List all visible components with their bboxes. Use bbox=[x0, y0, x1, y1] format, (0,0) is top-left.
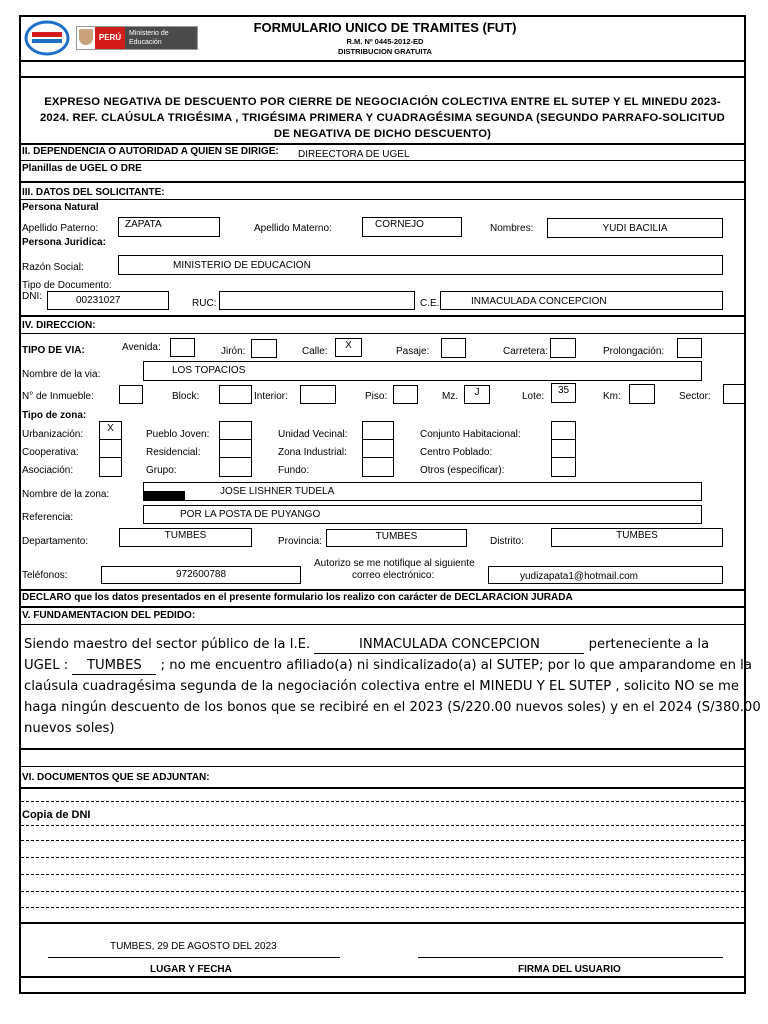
divider bbox=[19, 199, 746, 200]
distribution-label: DISTRIBUCION GRATUITA bbox=[338, 47, 432, 56]
pueblo-joven-label: Pueblo Joven: bbox=[146, 429, 210, 440]
ministry-label: Ministerio de Educación bbox=[125, 27, 197, 49]
inmueble-field[interactable] bbox=[119, 385, 143, 404]
dashed-line bbox=[21, 840, 744, 841]
piso-field[interactable] bbox=[393, 385, 418, 404]
unidad-vecinal-label: Unidad Vecinal: bbox=[278, 429, 348, 440]
referencia-field[interactable] bbox=[143, 505, 702, 524]
section-6-title: VI. DOCUMENTOS QUE SE ADJUNTAN: bbox=[22, 772, 210, 783]
pasaje-label: Pasaje: bbox=[396, 346, 430, 357]
dni-field[interactable] bbox=[47, 291, 169, 310]
centro-poblado-label: Centro Poblado: bbox=[420, 447, 493, 458]
urbanizacion-mark: X bbox=[107, 423, 114, 434]
peru-ministry-logo bbox=[76, 26, 198, 50]
fundamentacion-line-3: claúsula cuadragésima segunda de la negociación colectiva entre el MINEDU Y EL SUTEP , solicito NO se me bbox=[24, 679, 740, 694]
divider bbox=[19, 333, 746, 334]
divider bbox=[19, 76, 746, 78]
piso-label: Piso: bbox=[365, 391, 388, 402]
section-2-title: II. DEPENDENCIA O AUTORIDAD A QUIEN SE DIRIGE: bbox=[22, 146, 279, 157]
peru-label: PERÚ bbox=[95, 27, 125, 49]
otros-label: Otros (especificar): bbox=[420, 465, 505, 476]
declaracion-jurada: DECLARO que los datos presentados en el presente formulario los realizo con carácter de DECLARACION JURADA bbox=[22, 592, 573, 603]
resolution-number: R.M. Nº 0445-2012-ED bbox=[346, 37, 424, 46]
ruc-label: RUC: bbox=[192, 298, 217, 309]
tipo-zona-label: Tipo de zona: bbox=[22, 410, 87, 421]
razon-social-field[interactable] bbox=[118, 255, 723, 275]
departamento-field[interactable] bbox=[119, 528, 252, 547]
cooperativa-label: Cooperativa: bbox=[22, 447, 79, 458]
asociacion-label: Asociación: bbox=[22, 465, 74, 476]
fund-line1-start: Siendo maestro del sector público de la I.E. bbox=[24, 637, 315, 652]
fundamentacion-line-5: nuevos soles) bbox=[24, 721, 115, 736]
subject-line-3: DE NEGATIVA DE DICHO DESCUENTO) bbox=[273, 128, 492, 140]
nombres-value: YUDI BACILIA bbox=[602, 223, 668, 234]
mz-label: Mz. bbox=[442, 391, 459, 402]
document-item-1: Copia de DNI bbox=[22, 809, 91, 821]
departamento-value: TUMBES bbox=[164, 530, 207, 541]
fundamentacion-line-1 bbox=[24, 634, 744, 655]
lote-value: 35 bbox=[557, 385, 570, 396]
minedu-seal-logo bbox=[24, 20, 70, 56]
correo-field[interactable] bbox=[488, 566, 723, 584]
provincia-value: TUMBES bbox=[375, 531, 418, 542]
telefonos-label: Teléfonos: bbox=[22, 570, 68, 581]
km-label: Km: bbox=[603, 391, 621, 402]
lote-label: Lote: bbox=[522, 391, 545, 402]
apellido-materno-field[interactable] bbox=[362, 217, 462, 237]
telefonos-field[interactable] bbox=[101, 566, 301, 584]
firma-usuario-label: FIRMA DEL USUARIO bbox=[518, 964, 621, 975]
conjunto-label: Conjunto Habitacional: bbox=[420, 429, 521, 440]
section-5-title: V. FUNDAMENTACION DEL PEDIDO: bbox=[22, 610, 196, 621]
place-date-value: TUMBES, 29 DE AGOSTO DEL 2023 bbox=[110, 941, 277, 952]
block-label: Block: bbox=[172, 391, 200, 402]
calle-mark: X bbox=[345, 340, 352, 351]
divider bbox=[19, 766, 746, 767]
tipo-documento-label: Tipo de Documento: bbox=[22, 280, 112, 291]
ie-name: INMACULADA CONCEPCION bbox=[314, 637, 584, 654]
correo-value: yudizapata1@hotmail.com bbox=[520, 571, 638, 582]
apellido-paterno-label: Apellido Paterno: bbox=[22, 223, 99, 234]
avenida-checkbox[interactable] bbox=[170, 338, 195, 357]
nombres-field[interactable] bbox=[547, 218, 723, 238]
calle-checkbox[interactable] bbox=[335, 338, 362, 357]
km-field[interactable] bbox=[629, 384, 655, 404]
departamento-label: Departamento: bbox=[22, 536, 89, 547]
apellido-paterno-value: ZAPATA bbox=[125, 219, 162, 230]
fundo-label: Fundo: bbox=[278, 465, 310, 476]
nombre-zona-label: Nombre de la zona: bbox=[22, 489, 110, 500]
nombre-via-value: LOS TOPACIOS bbox=[172, 365, 246, 376]
urbanizacion-checkbox[interactable] bbox=[99, 421, 122, 440]
zona-industrial-checkbox[interactable] bbox=[362, 439, 394, 458]
razon-social-value: MINISTERIO DE EDUCACION bbox=[173, 260, 311, 271]
centro-poblado-checkbox[interactable] bbox=[551, 439, 576, 458]
fund-line2-end: ; no me encuentro afiliado(a) ni sindicalizado(a) al SUTEP; por lo que amparandome en la bbox=[156, 658, 752, 673]
divider bbox=[19, 922, 746, 924]
carretera-label: Carretera: bbox=[503, 346, 549, 357]
dashed-line bbox=[21, 874, 744, 875]
nombre-via-field[interactable] bbox=[143, 361, 702, 381]
grupo-label: Grupo: bbox=[146, 465, 177, 476]
subject-line-1: EXPRESO NEGATIVA DE DESCUENTO POR CIERRE DE NEGOCIACIÓN COLECTIVA ENTRE EL SUTEP Y EL MINEDU 2023- bbox=[44, 96, 721, 108]
peru-shield-icon bbox=[79, 29, 93, 45]
nombre-zona-value: JOSE LISHNER TUDELA bbox=[220, 486, 335, 497]
referencia-label: Referencia: bbox=[22, 512, 74, 523]
persona-juridica-label: Persona Juridica: bbox=[22, 237, 106, 248]
dashed-line bbox=[21, 907, 744, 908]
avenida-label: Avenida: bbox=[122, 342, 161, 353]
lugar-fecha-label: LUGAR Y FECHA bbox=[150, 964, 232, 975]
nombres-label: Nombres: bbox=[490, 223, 534, 234]
fundamentacion-text bbox=[24, 634, 761, 739]
autorizo-line-2: correo electrónico: bbox=[352, 570, 435, 581]
dashed-line bbox=[21, 891, 744, 892]
divider bbox=[19, 60, 746, 62]
ruc-field[interactable] bbox=[219, 291, 415, 310]
divider bbox=[19, 315, 746, 317]
place-date-line bbox=[48, 957, 340, 958]
divider bbox=[19, 787, 746, 789]
dashed-line bbox=[21, 857, 744, 858]
section-3-title: III. DATOS DEL SOLICITANTE: bbox=[22, 187, 165, 198]
unidad-vecinal-checkbox[interactable] bbox=[362, 421, 394, 440]
residencial-label: Residencial: bbox=[146, 447, 201, 458]
block-field[interactable] bbox=[219, 385, 252, 404]
divider bbox=[19, 160, 746, 161]
razon-social-label: Razón Social: bbox=[22, 262, 84, 273]
referencia-value: POR LA POSTA DE PUYANGO bbox=[180, 509, 321, 520]
conjunto-checkbox[interactable] bbox=[551, 421, 576, 440]
fund-line2-start: UGEL : bbox=[24, 658, 73, 673]
divider bbox=[19, 143, 746, 145]
fundamentacion-line-4: haga ningún descuento de los bonos que se recibiré en el 2023 (S/220.00 nuevos soles) y en el 2024 (S/380.00 bbox=[24, 700, 761, 715]
signature-line bbox=[418, 957, 723, 958]
distrito-value: TUMBES bbox=[616, 530, 658, 541]
grupo-checkbox[interactable] bbox=[219, 457, 252, 477]
interior-field[interactable] bbox=[300, 385, 336, 404]
zona-industrial-label: Zona Industrial: bbox=[278, 447, 347, 458]
prolongacion-checkbox[interactable] bbox=[677, 338, 702, 358]
interior-label: Interior: bbox=[254, 391, 288, 402]
tipo-via-label: TIPO DE VIA: bbox=[22, 345, 85, 356]
pasaje-checkbox[interactable] bbox=[441, 338, 466, 358]
apellido-paterno-field[interactable] bbox=[118, 217, 220, 237]
mz-value: J bbox=[474, 387, 480, 398]
cooperativa-checkbox[interactable] bbox=[99, 439, 122, 458]
dni-label: DNI: bbox=[22, 291, 42, 302]
redaction-bar bbox=[144, 491, 185, 500]
carretera-checkbox[interactable] bbox=[550, 338, 576, 358]
telefonos-value: 972600788 bbox=[175, 569, 227, 580]
fundamentacion-line-2 bbox=[24, 655, 752, 676]
divider bbox=[19, 748, 746, 750]
sector-label: Sector: bbox=[679, 391, 711, 402]
pueblo-joven-checkbox[interactable] bbox=[219, 421, 252, 440]
section-4-title: IV. DIRECCION: bbox=[22, 320, 96, 331]
apellido-materno-label: Apellido Materno: bbox=[254, 223, 332, 234]
ugel-planillas: Planillas de UGEL O DRE bbox=[22, 163, 142, 174]
fundo-checkbox[interactable] bbox=[362, 457, 394, 477]
distrito-label: Distrito: bbox=[490, 536, 524, 547]
nombre-zona-field[interactable] bbox=[143, 482, 702, 501]
distrito-field[interactable] bbox=[551, 528, 723, 547]
mz-field[interactable] bbox=[464, 385, 490, 404]
divider bbox=[19, 624, 746, 625]
dashed-line bbox=[21, 801, 744, 802]
provincia-label: Provincia: bbox=[278, 536, 322, 547]
autorizo-line-1: Autorizo se me notifique al siguiente bbox=[314, 558, 475, 569]
nombre-via-label: Nombre de la via: bbox=[22, 369, 101, 380]
apellido-materno-value: CORNEJO bbox=[375, 219, 424, 230]
divider bbox=[19, 181, 746, 183]
fund-line1-end: perteneciente a la bbox=[584, 637, 710, 652]
residencial-checkbox[interactable] bbox=[219, 439, 252, 458]
jiron-label: Jirón: bbox=[221, 346, 246, 357]
inmueble-label: N° de Inmueble: bbox=[22, 391, 94, 402]
authority-value: DIREECTORA DE UGEL bbox=[298, 149, 410, 160]
prolongacion-label: Prolongación: bbox=[603, 346, 665, 357]
urbanizacion-label: Urbanización: bbox=[22, 429, 84, 440]
sector-field[interactable] bbox=[723, 384, 746, 404]
calle-label: Calle: bbox=[302, 346, 328, 357]
persona-natural-label: Persona Natural bbox=[22, 202, 99, 213]
divider bbox=[19, 976, 746, 978]
ce-value: INMACULADA CONCEPCION bbox=[471, 296, 607, 307]
ce-field[interactable] bbox=[440, 291, 723, 310]
provincia-field[interactable] bbox=[326, 529, 467, 547]
divider bbox=[19, 606, 746, 608]
otros-checkbox[interactable] bbox=[551, 457, 576, 477]
form-title: FORMULARIO UNICO DE TRAMITES (FUT) bbox=[253, 20, 517, 35]
lote-field[interactable] bbox=[551, 383, 576, 403]
dashed-line bbox=[21, 825, 744, 826]
jiron-checkbox[interactable] bbox=[251, 339, 277, 358]
ugel-name: TUMBES bbox=[72, 658, 156, 675]
divider bbox=[19, 589, 746, 591]
ce-label: C.E. bbox=[420, 298, 440, 309]
dni-value: 00231027 bbox=[76, 295, 121, 306]
subject-line-2: 2024. REF. CLAÚSULA TRIGÉSIMA , TRIGÉSIMA PRIMERA Y CUADRAGÉSIMA SEGUNDA (SEGUNDO PARRAFO-SOLICITUD bbox=[39, 112, 726, 124]
asociacion-checkbox[interactable] bbox=[99, 457, 122, 477]
